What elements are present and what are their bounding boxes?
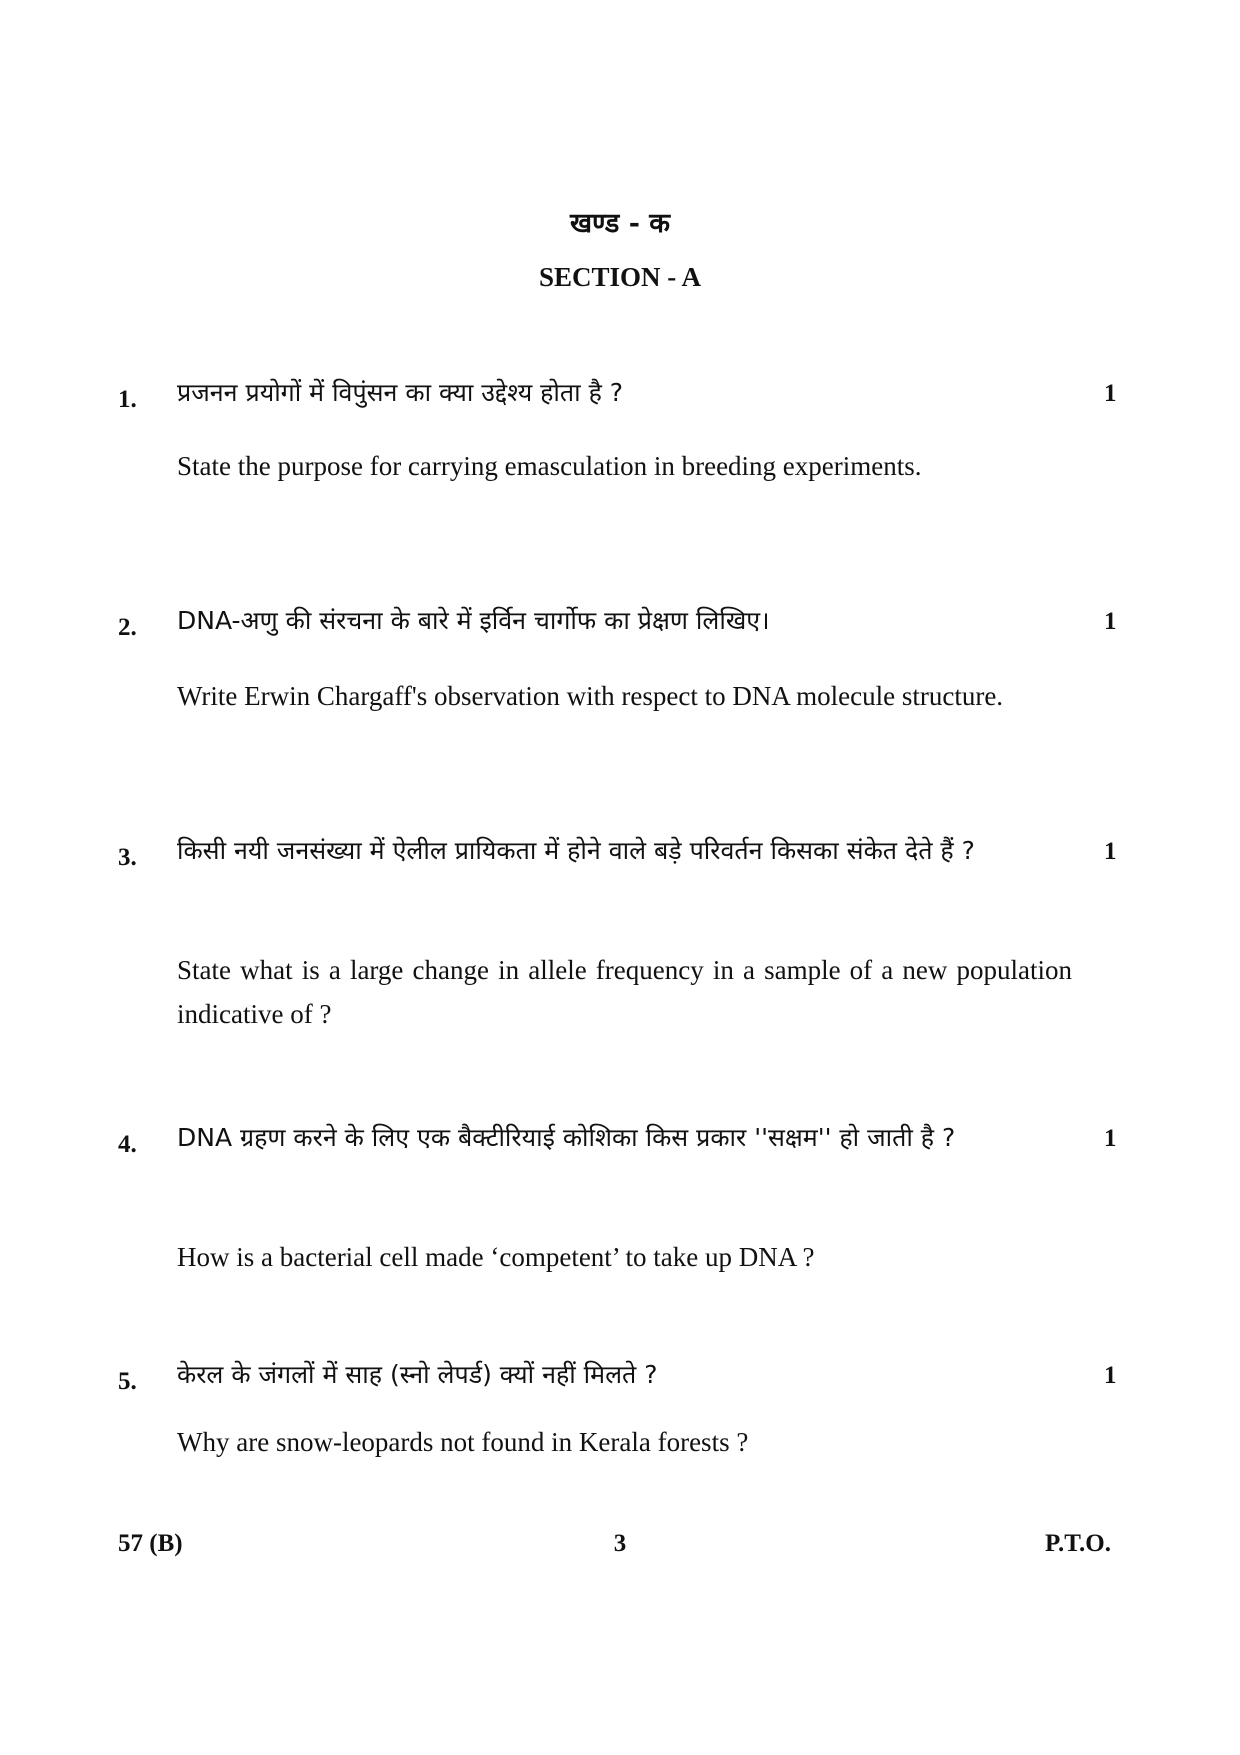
question-number: 1.: [118, 386, 137, 413]
question-marks: 1: [1104, 838, 1117, 865]
section-title-english: SECTION - A: [538, 262, 702, 292]
please-turn-over: P.T.O.: [1045, 1530, 1111, 1557]
question-text-english: How is a bacterial cell made ‘competent’ to take up DNA ?: [177, 1242, 815, 1272]
section-title-hindi: खण्ड - क: [569, 208, 671, 239]
question-marks: 1: [1104, 1362, 1117, 1389]
question-number: 3.: [118, 844, 137, 871]
question-text-english: State what is a large change in allele frequency in a sample of a new population indicative of ?: [177, 955, 1072, 1029]
question-text-english: State the purpose for carrying emasculation in breeding experiments.: [177, 451, 922, 481]
question-marks: 1: [1104, 608, 1117, 635]
paper-code: 57 (B): [118, 1530, 183, 1557]
page-number: 3: [613, 1530, 627, 1557]
question-marks: 1: [1104, 380, 1117, 407]
question-text-hindi: प्रजनन प्रयोगों में विपुंसन का क्या उद्देश्य होता है ?: [177, 378, 624, 407]
question-number: 2.: [118, 614, 137, 641]
question-number: 4.: [118, 1131, 137, 1158]
question-marks: 1: [1104, 1125, 1117, 1152]
question-text-english: Write Erwin Chargaff's observation with respect to DNA molecule structure.: [177, 681, 1004, 711]
question-text-hindi: किसी नयी जनसंख्या में ऐलील प्रायिकता में होने वाले बड़े परिवर्तन किसका संकेत देते हैं ?: [177, 836, 975, 865]
question-number: 5.: [118, 1368, 137, 1395]
question-text-hindi: DNA ग्रहण करने के लिए एक बैक्टीरियाई कोशिका किस प्रकार ''सक्षम'' हो जाती है ?: [177, 1123, 956, 1152]
question-text-english: Why are snow-leopards not found in Kerala forests ?: [177, 1427, 749, 1457]
question-text-hindi: DNA-अणु की संरचना के बारे में इर्विन चार्गोफ का प्रेक्षण लिखिए।: [177, 606, 770, 635]
question-text-hindi: केरल के जंगलों में साह (स्नो लेपर्ड) क्यों नहीं मिलते ?: [177, 1360, 658, 1389]
